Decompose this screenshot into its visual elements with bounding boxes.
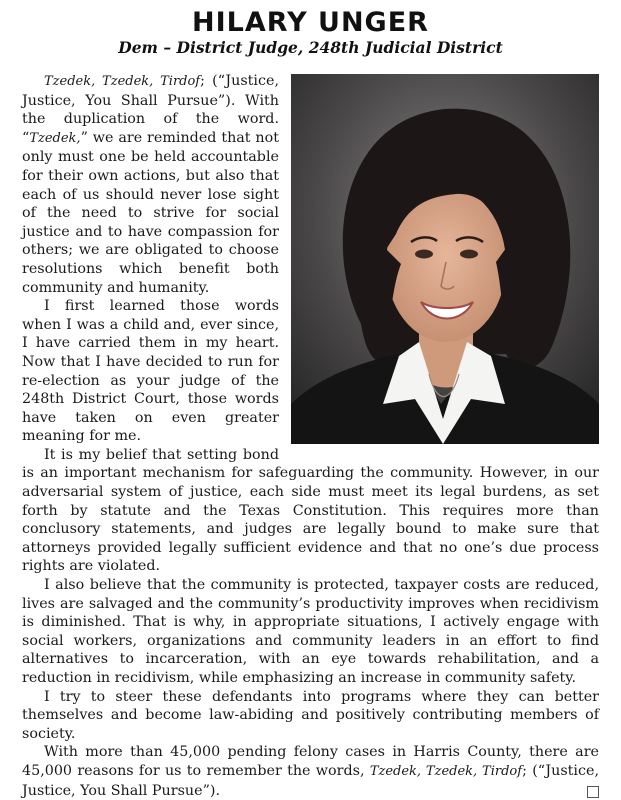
paragraph-1-text-a: ; (“Justice, Justice, You Shall Pursue”). With the duplication of the word. “ [22,73,279,146]
end-of-article-icon [587,786,599,798]
paragraph-6-text-a: With more than 45,000 pending felony cases in Harris County, there are 45,000 reasons for us to remember the words, [22,744,599,779]
article-body [22,72,599,800]
paragraph-4: I also believe that the community is protected, taxpayer costs are reduced, lives are salvaged and the community’s productivity improves when recidivism is diminished. That is why, in appropriate situations, I actively engage with social workers, organizations and community leaders in an effort to find alternatives to incarceration, with an eye towards rehabilitation, and a reduction in recidivism, while emphasizing an increase in community safety. [22,577,599,686]
candidate-name: HILARY UNGER [192,7,429,38]
hebrew-phrase-closing: Tzedek, Tzedek, Tirdof [369,763,523,779]
hebrew-word: Tzedek, [29,130,81,146]
paragraph-6 [22,743,599,800]
candidate-subtitle: Dem – District Judge, 248th Judicial District [118,38,503,57]
paragraph-1-text-b: ” we are reminded that not only must one be held accountable for their own actions, but also that each of us should never lose sight of the need to strive for social justice and to have compassion for others; we are obligated to choose resolutions which benefit both community and humanity. [22,129,279,296]
paragraph-3: It is my belief that setting bond is an important mechanism for safeguarding the community. However, in our adversarial system of justice, each side must meet its legal burdens, as set forth by statute and the Texas Constitution. This requires more than conclusory statements, and judges are legally bound to make sure that attorneys provided legally sufficient evidence and that no one’s due process rights are violated. [22,446,599,575]
paragraph-6-text-b: ; (“Justice, Justice, You Shall Pursue”). [22,762,600,799]
candidate-portrait-icon [291,74,599,444]
portrait-illustration [291,74,599,444]
paragraph-2: I first learned those words when I was a child and, ever since, I have carried them in my heart. Now that I have decided to run for re-election as your judge of the 248th District Court, those words have taken on even greater meaning for me. [22,298,279,445]
hebrew-phrase: Tzedek, Tzedek, Tirdof [44,74,201,89]
header [22,0,599,58]
paragraph-5: I try to steer these defendants into programs where they can better themselves and become law-abiding and positively contributing members of society. [22,688,599,742]
